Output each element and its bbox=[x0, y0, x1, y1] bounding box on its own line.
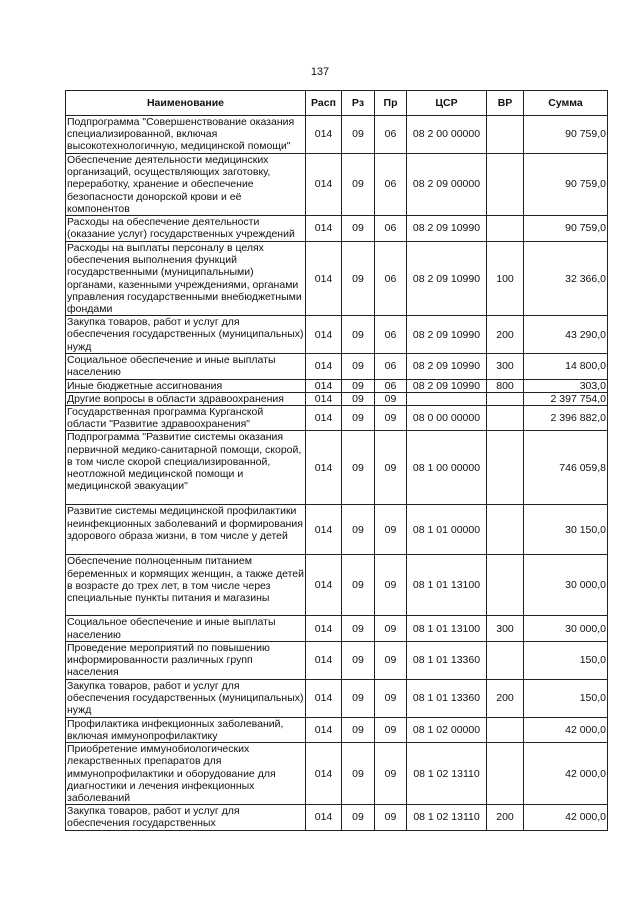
cell-sum: 303,0 bbox=[524, 379, 608, 392]
cell-sum: 90 759,0 bbox=[524, 216, 608, 242]
cell-rasp: 014 bbox=[306, 431, 342, 505]
cell-pr: 09 bbox=[375, 641, 407, 679]
cell-rz: 09 bbox=[342, 431, 375, 505]
cell-pr: 06 bbox=[375, 379, 407, 392]
cell-vr bbox=[487, 392, 524, 405]
table-row bbox=[66, 616, 608, 641]
table-row bbox=[66, 116, 608, 154]
cell-csr: 08 0 00 00000 bbox=[407, 406, 487, 431]
cell-csr: 08 2 09 10990 bbox=[407, 242, 487, 316]
cell-rz: 09 bbox=[342, 805, 375, 830]
cell-pr: 09 bbox=[375, 406, 407, 431]
cell-rz: 09 bbox=[342, 392, 375, 405]
table-row bbox=[66, 242, 608, 316]
cell-rasp: 014 bbox=[306, 354, 342, 379]
cell-name: Обеспечение полноценным питанием беременных и кормящих женщин, а также детей в возрасте до трех лет, в том числе через специальные пункты питания и магазины bbox=[66, 555, 306, 616]
cell-vr bbox=[487, 717, 524, 742]
cell-name: Развитие системы медицинской профилактики неинфекционных заболеваний и формирования здорового образа жизни, в том числе у детей bbox=[66, 505, 306, 555]
cell-rasp: 014 bbox=[306, 641, 342, 679]
cell-vr: 300 bbox=[487, 354, 524, 379]
cell-name: Закупка товаров, работ и услуг для обеспечения государственных (муниципальных) нужд bbox=[67, 316, 304, 353]
cell-pr: 09 bbox=[375, 505, 407, 555]
table-row bbox=[66, 431, 608, 505]
cell-pr: 06 bbox=[375, 316, 407, 354]
cell-rasp: 014 bbox=[306, 116, 342, 154]
cell-name: Государственная программа Курганской области "Развитие здравоохранения" bbox=[66, 406, 306, 431]
cell-vr: 800 bbox=[487, 379, 524, 392]
cell-rz: 09 bbox=[342, 406, 375, 431]
page-number: 137 bbox=[310, 66, 330, 78]
cell-rasp: 014 bbox=[306, 154, 342, 216]
cell-sum: 2 396 882,0 bbox=[524, 406, 608, 431]
cell-name: Социальное обеспечение и иные выплаты населению bbox=[66, 616, 306, 641]
cell-rz: 09 bbox=[342, 216, 375, 242]
table-row bbox=[66, 805, 608, 830]
cell-pr: 09 bbox=[375, 616, 407, 641]
cell-pr: 06 bbox=[375, 354, 407, 379]
cell-vr: 100 bbox=[487, 242, 524, 316]
table-header-row bbox=[66, 91, 608, 116]
cell-vr bbox=[487, 406, 524, 431]
cell-vr: 300 bbox=[487, 616, 524, 641]
cell-sum: 2 397 754,0 bbox=[524, 392, 608, 405]
cell-sum: 150,0 bbox=[524, 641, 608, 679]
cell-sum: 90 759,0 bbox=[524, 116, 608, 154]
cell-csr: 08 2 09 00000 bbox=[407, 154, 487, 216]
cell-rz: 09 bbox=[342, 116, 375, 154]
cell-csr: 08 1 01 13100 bbox=[407, 616, 487, 641]
cell-rz: 09 bbox=[342, 379, 375, 392]
table-row bbox=[66, 679, 608, 717]
cell-pr: 09 bbox=[375, 717, 407, 742]
cell-rasp: 014 bbox=[306, 406, 342, 431]
cell-name: Профилактика инфекционных заболеваний, включая иммунопрофилактику bbox=[66, 717, 306, 742]
cell-rasp: 014 bbox=[306, 743, 342, 805]
cell-csr bbox=[407, 392, 487, 405]
cell-csr: 08 1 01 00000 bbox=[407, 505, 487, 555]
cell-name: Проведение мероприятий по повышению информированности различных групп населения bbox=[66, 641, 306, 679]
cell-sum: 43 290,0 bbox=[524, 316, 608, 354]
column-header-vr: ВР bbox=[487, 91, 524, 116]
cell-vr bbox=[487, 431, 524, 505]
cell-rz: 09 bbox=[342, 242, 375, 316]
cell-sum: 42 000,0 bbox=[524, 717, 608, 742]
cell-vr bbox=[487, 116, 524, 154]
cell-csr: 08 1 02 00000 bbox=[407, 717, 487, 742]
cell-sum: 30 000,0 bbox=[524, 555, 608, 616]
cell-rz: 09 bbox=[342, 354, 375, 379]
cell-rasp: 014 bbox=[306, 392, 342, 405]
cell-sum: 42 000,0 bbox=[524, 743, 608, 805]
table-row bbox=[66, 641, 608, 679]
cell-sum: 42 000,0 bbox=[524, 805, 608, 830]
cell-rasp: 014 bbox=[306, 505, 342, 555]
cell-rasp: 014 bbox=[306, 379, 342, 392]
cell-sum: 30 000,0 bbox=[524, 616, 608, 641]
cell-rz: 09 bbox=[342, 555, 375, 616]
cell-rasp: 014 bbox=[306, 242, 342, 316]
table-row bbox=[66, 743, 608, 805]
cell-rz: 09 bbox=[342, 717, 375, 742]
cell-csr: 08 2 09 10990 bbox=[407, 379, 487, 392]
cell-rz: 09 bbox=[342, 154, 375, 216]
cell-rz: 09 bbox=[342, 743, 375, 805]
cell-pr: 09 bbox=[375, 805, 407, 830]
cell-name: Приобретение иммунобиологических лекарственных препаратов для иммунопрофилактики и оборудование для диагностики и лечения инфекционных заболеваний bbox=[66, 743, 306, 805]
cell-name: Закупка товаров, работ и услуг для обеспечения государственных bbox=[66, 805, 306, 830]
cell-name: Закупка товаров, работ и услуг для обеспечения государственных (муниципальных) нужд bbox=[67, 679, 304, 717]
cell-vr bbox=[487, 555, 524, 616]
cell-pr: 09 bbox=[375, 555, 407, 616]
column-header-sum: Сумма bbox=[524, 91, 608, 116]
cell-name: Обеспечение деятельности медицинских организаций, осуществляющих заготовку, переработку, хранение и обеспечение безопасности донорской крови и её компонентов bbox=[66, 154, 306, 216]
cell-csr: 08 2 00 00000 bbox=[407, 116, 487, 154]
cell-vr bbox=[487, 743, 524, 805]
table-body bbox=[66, 116, 608, 831]
cell-rz: 09 bbox=[342, 679, 375, 717]
cell-pr: 06 bbox=[375, 116, 407, 154]
cell-vr bbox=[487, 641, 524, 679]
table-row bbox=[66, 555, 608, 616]
cell-rasp: 014 bbox=[306, 717, 342, 742]
table-row bbox=[66, 216, 608, 242]
cell-csr: 08 1 01 13360 bbox=[407, 641, 487, 679]
cell-name: Подпрограмма "Совершенствование оказания специализированной, включая высокотехнологичную, медицинской помощи" bbox=[66, 116, 306, 154]
cell-sum: 32 366,0 bbox=[524, 242, 608, 316]
cell-rasp: 014 bbox=[306, 805, 342, 830]
cell-pr: 09 bbox=[375, 431, 407, 505]
cell-pr: 09 bbox=[375, 679, 407, 717]
budget-table bbox=[65, 90, 608, 831]
table-row bbox=[66, 154, 608, 216]
cell-sum: 150,0 bbox=[524, 679, 608, 717]
column-header-rz: Рз bbox=[342, 91, 375, 116]
cell-sum: 746 059,8 bbox=[524, 431, 608, 505]
cell-vr bbox=[487, 216, 524, 242]
cell-vr: 200 bbox=[487, 679, 524, 717]
cell-name: Другие вопросы в области здравоохранения bbox=[66, 392, 306, 405]
cell-rasp: 014 bbox=[306, 679, 342, 717]
cell-name: Иные бюджетные ассигнования bbox=[66, 379, 306, 392]
cell-vr: 200 bbox=[487, 316, 524, 354]
cell-vr bbox=[487, 154, 524, 216]
cell-csr: 08 1 01 13360 bbox=[407, 679, 487, 717]
cell-pr: 09 bbox=[375, 743, 407, 805]
cell-rz: 09 bbox=[342, 505, 375, 555]
cell-sum: 90 759,0 bbox=[524, 154, 608, 216]
table-row bbox=[66, 316, 608, 354]
cell-csr: 08 1 01 13100 bbox=[407, 555, 487, 616]
table-row bbox=[66, 717, 608, 742]
cell-rasp: 014 bbox=[306, 316, 342, 354]
cell-rz: 09 bbox=[342, 316, 375, 354]
column-header-name: Наименование bbox=[66, 91, 306, 116]
table-row bbox=[66, 354, 608, 379]
cell-vr: 200 bbox=[487, 805, 524, 830]
table-row bbox=[66, 406, 608, 431]
cell-name: Подпрограмма "Развитие системы оказания первичной медико-санитарной помощи, скорой, в том числе скорой специализированной, неотложной медицинской помощи и медицинской эвакуации" bbox=[66, 431, 306, 505]
cell-csr: 08 2 09 10990 bbox=[407, 316, 487, 354]
cell-rasp: 014 bbox=[306, 216, 342, 242]
table-row bbox=[66, 392, 608, 405]
cell-rz: 09 bbox=[342, 641, 375, 679]
cell-csr: 08 2 09 10990 bbox=[407, 216, 487, 242]
cell-rz: 09 bbox=[342, 616, 375, 641]
column-header-pr: Пр bbox=[375, 91, 407, 116]
cell-name: Социальное обеспечение и иные выплаты населению bbox=[66, 354, 306, 379]
cell-csr: 08 2 09 10990 bbox=[407, 354, 487, 379]
cell-pr: 06 bbox=[375, 242, 407, 316]
cell-vr bbox=[487, 505, 524, 555]
cell-rasp: 014 bbox=[306, 616, 342, 641]
cell-name: Расходы на выплаты персоналу в целях обеспечения выполнения функций государственными (муниципальными) органами, казенными учреждениями, органами управления государственными внебюджетными фондами bbox=[66, 242, 306, 316]
cell-name: Расходы на обеспечение деятельности (оказание услуг) государственных учреждений bbox=[66, 216, 306, 242]
table-row bbox=[66, 505, 608, 555]
cell-sum: 14 800,0 bbox=[524, 354, 608, 379]
cell-pr: 06 bbox=[375, 154, 407, 216]
cell-csr: 08 1 00 00000 bbox=[407, 431, 487, 505]
cell-pr: 09 bbox=[375, 392, 407, 405]
cell-pr: 06 bbox=[375, 216, 407, 242]
column-header-csr: ЦСР bbox=[407, 91, 487, 116]
column-header-rasp: Расп bbox=[306, 91, 342, 116]
cell-csr: 08 1 02 13110 bbox=[407, 743, 487, 805]
cell-rasp: 014 bbox=[306, 555, 342, 616]
cell-sum: 30 150,0 bbox=[524, 505, 608, 555]
cell-csr: 08 1 02 13110 bbox=[407, 805, 487, 830]
table-row bbox=[66, 379, 608, 392]
